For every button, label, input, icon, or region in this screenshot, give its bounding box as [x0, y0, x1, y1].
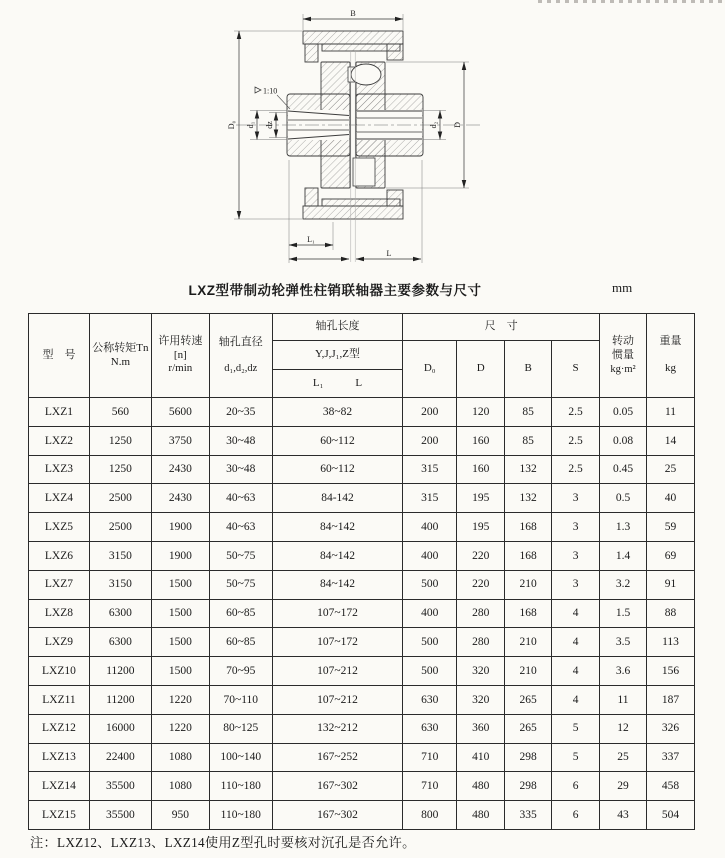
value-cell: 4	[552, 599, 600, 628]
value-cell: 156	[646, 657, 694, 686]
table-title: LXZ型带制动轮弹性柱销联轴器主要参数与尺寸	[188, 283, 482, 298]
value-cell: 84~142	[272, 541, 403, 570]
value-cell: 400	[403, 513, 457, 542]
table-row	[29, 455, 695, 484]
value-cell: 84-142	[272, 484, 403, 513]
value-cell: 195	[457, 513, 505, 542]
model-cell: LXZ13	[29, 743, 90, 772]
value-cell: 220	[457, 541, 505, 570]
value-cell: 25	[600, 743, 647, 772]
dim-label-L: L	[386, 249, 392, 258]
value-cell: 3150	[89, 570, 151, 599]
table-row	[29, 599, 695, 628]
value-cell: 1500	[151, 599, 209, 628]
value-cell: 11	[600, 685, 647, 714]
value-cell: 0.05	[600, 398, 647, 427]
value-cell: 1250	[89, 426, 151, 455]
table-row	[29, 541, 695, 570]
value-cell: 5600	[151, 398, 209, 427]
table-row	[29, 484, 695, 513]
value-cell: 70~110	[209, 685, 272, 714]
value-cell: 1500	[151, 657, 209, 686]
value-cell: 3150	[89, 541, 151, 570]
value-cell: 120	[457, 398, 505, 427]
value-cell: 187	[646, 685, 694, 714]
dim-label-B: B	[350, 9, 356, 18]
value-cell: 168	[505, 541, 552, 570]
value-cell: 59	[646, 513, 694, 542]
table-row	[29, 772, 695, 801]
value-cell: 1500	[151, 628, 209, 657]
dimension-lines	[239, 19, 464, 259]
value-cell: 29	[600, 772, 647, 801]
value-cell: 2.5	[552, 426, 600, 455]
value-cell: 40~63	[209, 513, 272, 542]
value-cell: 1080	[151, 743, 209, 772]
value-cell: 500	[403, 628, 457, 657]
value-cell: 210	[505, 628, 552, 657]
value-cell: 2500	[89, 513, 151, 542]
value-cell: 950	[151, 801, 209, 830]
value-cell: 3	[552, 541, 600, 570]
value-cell: 70~95	[209, 657, 272, 686]
dim-label-D0: D₀	[227, 120, 236, 130]
col-header-B: B	[505, 341, 552, 398]
value-cell: 167~302	[272, 801, 403, 830]
table-row	[29, 685, 695, 714]
value-cell: 1220	[151, 714, 209, 743]
value-cell: 3	[552, 513, 600, 542]
model-cell: LXZ11	[29, 685, 90, 714]
value-cell: 360	[457, 714, 505, 743]
straight-bore-right	[357, 110, 422, 140]
value-cell: 60~85	[209, 599, 272, 628]
value-cell: 400	[403, 599, 457, 628]
value-cell: 107~212	[272, 657, 403, 686]
value-cell: 85	[505, 426, 552, 455]
table-row	[29, 628, 695, 657]
model-cell: LXZ8	[29, 599, 90, 628]
table-row	[29, 801, 695, 830]
value-cell: 320	[457, 685, 505, 714]
footnote: 注：LXZ12、LXZ13、LXZ14使用Z型孔时要核对沉孔是否允许。	[30, 835, 416, 850]
col-header-weight: 重量 kg	[646, 314, 694, 398]
value-cell: 11200	[89, 657, 151, 686]
value-cell: 85	[505, 398, 552, 427]
value-cell: 1500	[151, 570, 209, 599]
value-cell: 12	[600, 714, 647, 743]
value-cell: 107~172	[272, 599, 403, 628]
value-cell: 458	[646, 772, 694, 801]
value-cell: 30~48	[209, 426, 272, 455]
table-body	[29, 398, 695, 830]
taper-note	[255, 87, 290, 110]
dim-label-D: D	[453, 122, 462, 128]
value-cell: 326	[646, 714, 694, 743]
coupling-section-drawing	[0, 0, 725, 272]
value-cell: 410	[457, 743, 505, 772]
value-cell: 630	[403, 714, 457, 743]
model-cell: LXZ15	[29, 801, 90, 830]
table-row	[29, 398, 695, 427]
value-cell: 22400	[89, 743, 151, 772]
value-cell: 265	[505, 714, 552, 743]
value-cell: 1900	[151, 541, 209, 570]
dim-label-d2: d₂	[429, 121, 438, 129]
value-cell: 1250	[89, 455, 151, 484]
dim-label-d1: d₁	[246, 121, 255, 129]
col-header-D: D	[457, 341, 505, 398]
value-cell: 315	[403, 455, 457, 484]
value-cell: 3750	[151, 426, 209, 455]
value-cell: 60~112	[272, 455, 403, 484]
model-cell: LXZ9	[29, 628, 90, 657]
dim-label-dz: dz	[265, 121, 274, 129]
value-cell: 2.5	[552, 455, 600, 484]
value-cell: 200	[403, 398, 457, 427]
value-cell: 220	[457, 570, 505, 599]
value-cell: 5	[552, 714, 600, 743]
table-row	[29, 570, 695, 599]
value-cell: 560	[89, 398, 151, 427]
col-header-model: 型 号	[29, 314, 90, 398]
value-cell: 6300	[89, 599, 151, 628]
value-cell: 167~252	[272, 743, 403, 772]
col-header-bore-types: Y,J,J₁,Z型	[272, 341, 403, 370]
value-cell: 2.5	[552, 398, 600, 427]
value-cell: 25	[646, 455, 694, 484]
value-cell: 167~302	[272, 772, 403, 801]
value-cell: 3.2	[600, 570, 647, 599]
value-cell: 2430	[151, 455, 209, 484]
table-row	[29, 426, 695, 455]
value-cell: 400	[403, 541, 457, 570]
col-header-D0: D₀	[403, 341, 457, 398]
value-cell: 1.5	[600, 599, 647, 628]
value-cell: 88	[646, 599, 694, 628]
value-cell: 35500	[89, 772, 151, 801]
value-cell: 298	[505, 743, 552, 772]
table-header	[29, 314, 695, 398]
value-cell: 11200	[89, 685, 151, 714]
value-cell: 38~82	[272, 398, 403, 427]
value-cell: 1.4	[600, 541, 647, 570]
value-cell: 107~172	[272, 628, 403, 657]
col-header-inertia: 转动 惯量 kg·m²	[600, 314, 647, 398]
value-cell: 132	[505, 484, 552, 513]
model-cell: LXZ2	[29, 426, 90, 455]
spec-table	[28, 313, 695, 830]
value-cell: 160	[457, 426, 505, 455]
value-cell: 107~212	[272, 685, 403, 714]
col-header-bore-diameter: 轴孔直径 d₁,d₂,dz	[209, 314, 272, 398]
col-header-torque: 公称转矩Tn N.m	[89, 314, 151, 398]
value-cell: 84~142	[272, 513, 403, 542]
value-cell: 40	[646, 484, 694, 513]
value-cell: 60~112	[272, 426, 403, 455]
col-header-lengths: L₁ L	[272, 370, 403, 398]
value-cell: 14	[646, 426, 694, 455]
value-cell: 480	[457, 801, 505, 830]
value-cell: 110~180	[209, 772, 272, 801]
col-header-speed: 许用转速 [n] r/min	[151, 314, 209, 398]
value-cell: 132~212	[272, 714, 403, 743]
table-row	[29, 657, 695, 686]
value-cell: 800	[403, 801, 457, 830]
value-cell: 710	[403, 772, 457, 801]
value-cell: 630	[403, 685, 457, 714]
dim-label-L1: L₁	[307, 235, 315, 244]
value-cell: 335	[505, 801, 552, 830]
value-cell: 168	[505, 599, 552, 628]
value-cell: 110~180	[209, 801, 272, 830]
value-cell: 0.08	[600, 426, 647, 455]
value-cell: 6	[552, 801, 600, 830]
value-cell: 132	[505, 455, 552, 484]
value-cell: 500	[403, 657, 457, 686]
value-cell: 210	[505, 570, 552, 599]
value-cell: 210	[505, 657, 552, 686]
value-cell: 4	[552, 685, 600, 714]
value-cell: 69	[646, 541, 694, 570]
model-cell: LXZ5	[29, 513, 90, 542]
model-cell: LXZ14	[29, 772, 90, 801]
value-cell: 3	[552, 570, 600, 599]
value-cell: 11	[646, 398, 694, 427]
value-cell: 3.5	[600, 628, 647, 657]
value-cell: 195	[457, 484, 505, 513]
value-cell: 60~85	[209, 628, 272, 657]
value-cell: 6300	[89, 628, 151, 657]
col-header-S: S	[552, 341, 600, 398]
value-cell: 2430	[151, 484, 209, 513]
model-cell: LXZ4	[29, 484, 90, 513]
value-cell: 504	[646, 801, 694, 830]
value-cell: 280	[457, 628, 505, 657]
value-cell: 200	[403, 426, 457, 455]
value-cell: 4	[552, 657, 600, 686]
value-cell: 91	[646, 570, 694, 599]
value-cell: 320	[457, 657, 505, 686]
value-cell: 50~75	[209, 570, 272, 599]
model-cell: LXZ7	[29, 570, 90, 599]
value-cell: 40~63	[209, 484, 272, 513]
value-cell: 1080	[151, 772, 209, 801]
unit-label: mm	[612, 280, 633, 295]
value-cell: 1.3	[600, 513, 647, 542]
value-cell: 0.45	[600, 455, 647, 484]
value-cell: 3	[552, 484, 600, 513]
col-header-bore-length: 轴孔长度	[272, 314, 403, 341]
taper-ratio-label: 1:10	[263, 86, 278, 96]
value-cell: 480	[457, 772, 505, 801]
value-cell: 2500	[89, 484, 151, 513]
model-cell: LXZ1	[29, 398, 90, 427]
value-cell: 337	[646, 743, 694, 772]
value-cell: 100~140	[209, 743, 272, 772]
value-cell: 4	[552, 628, 600, 657]
value-cell: 160	[457, 455, 505, 484]
value-cell: 50~75	[209, 541, 272, 570]
table-row	[29, 513, 695, 542]
value-cell: 1220	[151, 685, 209, 714]
value-cell: 710	[403, 743, 457, 772]
value-cell: 16000	[89, 714, 151, 743]
model-cell: LXZ10	[29, 657, 90, 686]
table-row	[29, 743, 695, 772]
value-cell: 298	[505, 772, 552, 801]
value-cell: 168	[505, 513, 552, 542]
model-cell: LXZ12	[29, 714, 90, 743]
model-cell: LXZ3	[29, 455, 90, 484]
value-cell: 20~35	[209, 398, 272, 427]
model-cell: LXZ6	[29, 541, 90, 570]
value-cell: 84~142	[272, 570, 403, 599]
value-cell: 500	[403, 570, 457, 599]
value-cell: 6	[552, 772, 600, 801]
value-cell: 113	[646, 628, 694, 657]
value-cell: 315	[403, 484, 457, 513]
value-cell: 0.5	[600, 484, 647, 513]
value-cell: 5	[552, 743, 600, 772]
value-cell: 80~125	[209, 714, 272, 743]
value-cell: 30~48	[209, 455, 272, 484]
col-header-dimensions: 尺 寸	[403, 314, 600, 341]
value-cell: 3.6	[600, 657, 647, 686]
value-cell: 1900	[151, 513, 209, 542]
value-cell: 280	[457, 599, 505, 628]
value-cell: 35500	[89, 801, 151, 830]
table-row	[29, 714, 695, 743]
value-cell: 265	[505, 685, 552, 714]
value-cell: 43	[600, 801, 647, 830]
